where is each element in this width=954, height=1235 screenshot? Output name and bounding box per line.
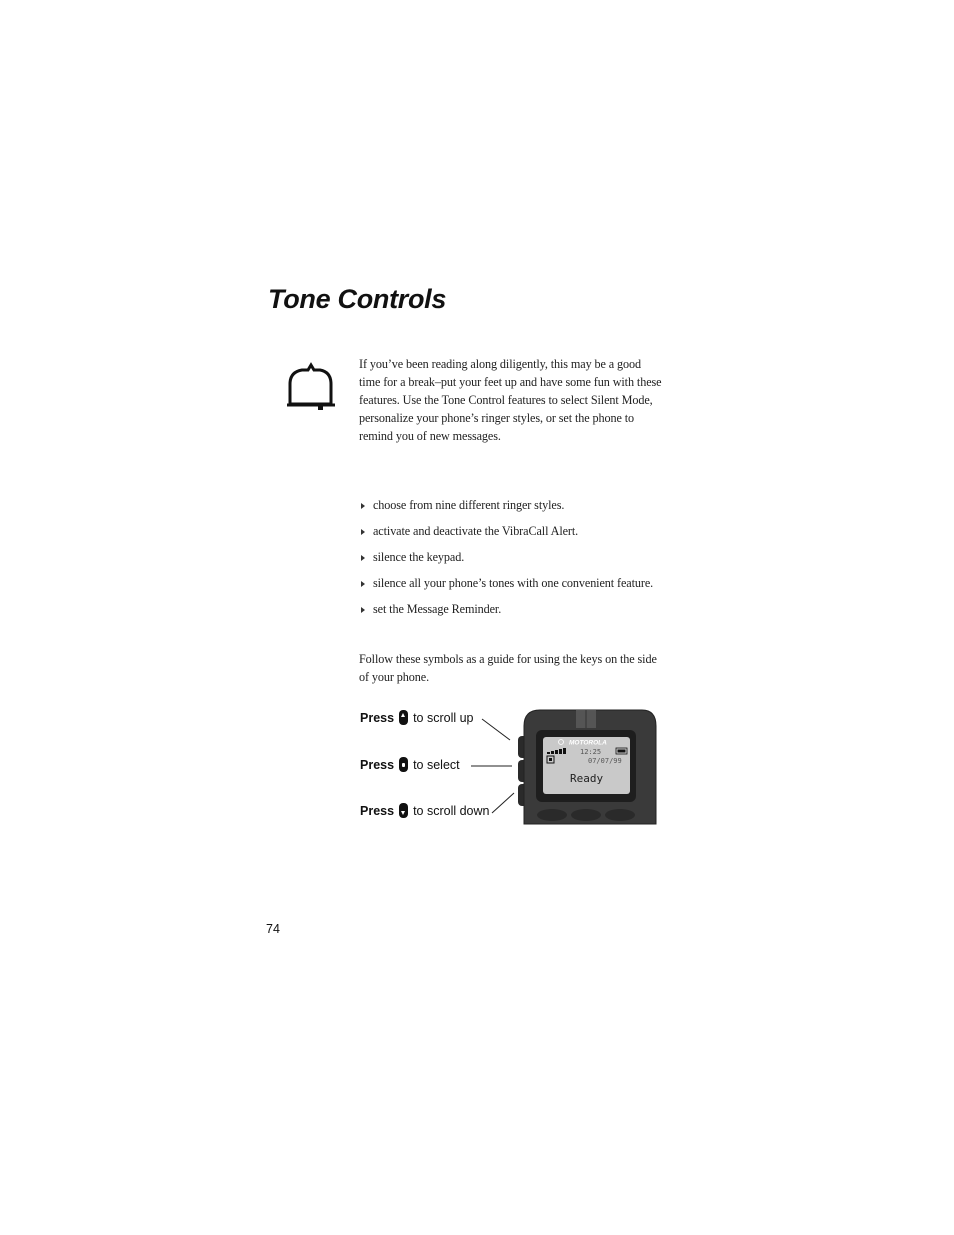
press-label: Press <box>360 757 395 772</box>
guide-paragraph: Follow these symbols as a guide for using the keys on the side of your phone. <box>359 652 657 684</box>
feature-text: silence all your phone’s tones with one convenient feature. <box>373 576 654 590</box>
phone-status: Ready <box>570 772 604 785</box>
phone-illustration <box>510 706 660 826</box>
instruction-text: to select <box>413 757 460 772</box>
press-label: Press <box>360 710 395 725</box>
feature-text: silence the keypad. <box>373 550 465 564</box>
page-title: Tone Controls <box>268 284 447 314</box>
feature-text: activate and deactivate the VibraCall Alert. <box>373 524 579 538</box>
phone-time: 12:25 <box>580 748 602 756</box>
page-number: 74 <box>266 922 280 936</box>
instruction-text: to scroll up <box>413 710 474 725</box>
intro-paragraph: If you’ve been reading along diligently, this may be a good time for a break–put your feet up and have some fun with these features. Use the Tone Control features to select Silent Mode, personalize your phone’s ringer styles, or set the phone to remind you of new messages. <box>359 357 662 443</box>
feature-text: choose from nine different ringer styles. <box>373 498 565 512</box>
phone-date: 07/07/99 <box>588 757 622 765</box>
phone-brand: MOTOROLA <box>569 739 607 747</box>
instruction-text: to scroll down <box>413 803 490 818</box>
press-label: Press <box>360 803 395 818</box>
feature-text: set the Message Reminder. <box>373 602 502 616</box>
